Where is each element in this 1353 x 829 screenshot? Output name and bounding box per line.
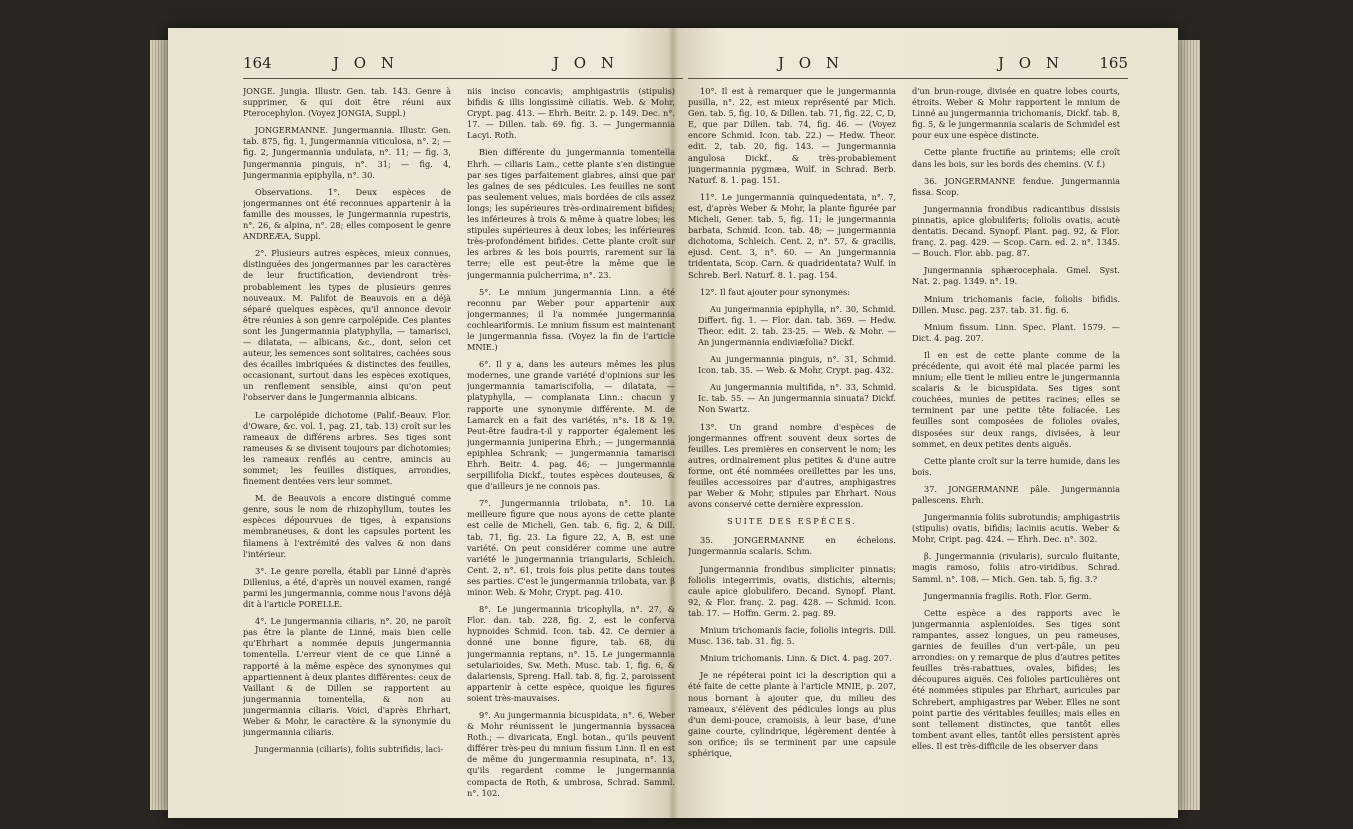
running-head-word: J O N	[998, 54, 1064, 72]
paragraph: Cette plante croît sur la terre humide, dans les bois.	[912, 455, 1120, 477]
paragraph: 13°. Un grand nombre d'espèces de jongermannes offrent souvent deux sortes de feuilles. Les premières en conservent le nom; les autres, ordinairement plus petites & d'une autre forme, ont été nommées oreillettes par les uns, feuilles accessoires par d'autres, amphigastres par Weber & Mohr, stipules par Ehrhart. Nous avons conservé cette dernière expression.	[688, 421, 896, 510]
paragraph: Mnium trichomanis. Linn. & Dict. 4. pag. 207.	[700, 653, 892, 664]
paragraph: JONGERMANNE. Jungermannia. Illustr. Gen. tab. 875, fig. 1, Jungermannia viticulosa, n°. 2; — fig. 2, Jungermannia undulata, n°. 11; — fig. 3, Jungermannia pinguis, n°. 31; — fig. 4, Jungermannia epiphylla, n°. 30.	[243, 125, 451, 180]
running-head	[688, 54, 1128, 79]
paragraph: 36. JONGERMANNE fendue. Jungermannia fissa. Scop.	[912, 175, 1120, 197]
paragraph: Le carpolépide dichotome (Palif.-Beauv. Flor. d'Oware, &c. vol. 1, pag. 21, tab. 13) croît sur les rameaux de différens arbres. Ses tiges sont rameuses & se divisent toujours par dichotomies; les rameaux renflés au centre, amincis au sommet; les feuilles distiques, arrondies, finement dentées vers leur sommet.	[243, 409, 451, 487]
paragraph: 2°. Plusieurs autres espèces, mieux connues, distinguées des jongermannes par les caractères de leur fructification, deviendront très-probablement les types de plusieurs genres nouveaux. M. Palifot de Beauvois en a déjà séparé quelques espèces, qu'il annonce devoir être réunies à son genre carpolépide. Ces plantes sont les Jungermannia platyphylla, — tamarisci, — dilatata, — albicans, &c., dont, selon cet auteur, les semences sont solitaires, cachées sous des écailles imbriquées & distinctes des feuilles, occasionant, surtout dans les espèces exotiques, un renflement sensible, ainsi qu'on peut l'observer dans le Jungermannia albicans.	[243, 248, 451, 403]
running-head-word: J O N	[333, 54, 399, 72]
paragraph: 11°. Le jungermannia quinquedentata, n°. 7, est, d'après Weber & Mohr, la plante figurée par Micheli, Gener. tab. 5, fig. 11; le jungermannia barbata, Schmid. Icon. tab. 48; — jungermannia dichotoma, Schleich. Cent. 2, n°. 57, & gracilis, ejusd. Cent. 3, n°. 60. — An jungermannia tridentata, Scop. Carn. & quadridentata? Wulf. in Schreb. Berl. Naturf. 8. 1. pag. 154.	[688, 191, 896, 280]
page-number: 164	[243, 54, 272, 72]
book-spread	[168, 28, 1178, 818]
paragraph: 12°. Il faut ajouter pour synonymes:	[700, 286, 850, 297]
paragraph: Mnium trichomanis facie, foliolis integris. Dill. Musc. 136. tab. 31. fig. 5.	[688, 625, 896, 647]
paragraph: Au jungermannia epiphylla, n°. 30, Schmid. Differt. fig. 1. — Flor. dan. tab. 369. — Hedw. Theor. edit. 2. tab. 23-25. — Web. & Mohr. — An jungermannia endiviæfolia? Dickf.	[698, 303, 896, 347]
paragraph: Observations. 1°. Deux espèces de jongermannes ont été reconnues appartenir à la famille des mousses, le Jungermannia rupestris, n°. 26, & alpina, n°. 28; elles composent le genre ANDREÆA, Suppl.	[243, 186, 451, 242]
paragraph: 4°. Le jungermannia ciliaris, n°. 20, ne paroît pas être la plante de Linné, mais bien celle qu'Ehrhart a nommée depuis jungermannia tomentella. L'erreur vient de ce que Linné a rapporté à la même espèce des synonymes qui appartiennent à deux plantes différentes: ceux de Vaillant & de Dillen se rapportent au jungermannia tomentella, & non au jungermannia ciliaris. Voici, d'après Ehrhart, Weber & Mohr, le caractère & la synonymie du jungermannia ciliaris.	[243, 616, 451, 738]
paragraph: Au jungermannia multifida, n°. 33, Schmid. Ic. tab. 55. — An jungermannia sinuata? Dickf. Non Swartz.	[698, 382, 896, 415]
paragraph: Jungermannia frondibus radicantibus dissisis pinnatis, apice globuliferis; foliolis ovatis, acutè dentatis. Decand. Synopf. Plant. pag. 92, & Flor. franç. 2. pag. 429. — Scop. Carn. ed. 2. n°. 1345. — Bouch. Flor. abb. pag. 87.	[912, 203, 1120, 259]
paragraph: Jungermannia foliis subrotundis; amphigastriis (stipulis) ovatis, bifidis; laciniis acutis. Weber & Mohr, Cript. pag. 424. — Ehrh. Dec. n°. 302.	[912, 512, 1120, 545]
paragraph: Jungermannia frondibus simpliciter pinnatis; foliolis integerrimis, ovatis, distichis, alternis; caule apice globulifero. Decand. Synopf. Plant. 92, & Flor. franç. 2. pag. 428. — Schmid. Icon. tab. 17. — Hoffm. Germ. 2. pag. 89.	[688, 563, 896, 618]
paragraph: 35. JONGERMANNE en échelons. Jungermannia scalaris. Schm.	[688, 535, 896, 557]
paragraph: Jungermannia sphærocephala. Gmel. Syst. Nat. 2. pag. 1349. n°. 19.	[912, 265, 1120, 287]
paragraph: Au jungermannia pinguis, n°. 31, Schmid. Icon. tab. 35. — Web. & Mohr, Crypt. pag. 432.	[698, 354, 896, 376]
paragraph: Il en est de cette plante comme de la précédente, qui avoit été mal placée parmi les mnium; elle tient le milieu entre le jungermannia scalaris & le bicuspidata. Ses tiges sont couchées, munies de petites racines; elles se terminent par une petite tête foliacée. Les feuilles sont composées de folioles ovales, disposées sur deux rangs, divisées, à leur sommet, en deux petites dents aiguës.	[912, 349, 1120, 449]
book-page-edges-right	[1176, 40, 1200, 810]
right-page	[688, 28, 1128, 818]
paragraph: 5°. Le mnium jungermannia Linn. a été reconnu par Weber pour appartenir aux jongermannes; il l'a nommée jungermannia cochleariformis. Le mnium fissum est maintenant le jungermannia fissa. (Voyez la fin de l'article MNIE.)	[467, 286, 675, 353]
paragraph: Je ne répéterai point ici la description qui a été faite de cette plante à l'article MNIE, p. 207, nous bornant à ajouter que, du milieu des rameaux, s'élèvent des pédicules longs au plus d'un demi-pouce, cramoisis, à leur base, d'une gaine courte, cylindrique, légèrement dentée à son orifice; ils se terminent par une capsule sphérique,	[688, 670, 896, 758]
paragraph: 6°. Il y a, dans les auteurs mêmes les plus modernes, une grande variété d'opinions sur les jungermannia tamariscifolia, — dilatata, — platyphylla, — complanata Linn.: chacun y rapporte une synonymie différente. M. de Lamarck en a fait des variétés, n°s. 18 & 19. Peut-être faudra-t-il y rapporter également les jungermannia juniperina Ehrh.; — jungermannia epiphlea Schrank; — jungermannia tamarisci Ehrh. Beitr. 4. pag. 46; — jungermannia serpillifolia Dickf., toutes espèces douteuses, & que d'ailleurs je ne connois pas.	[467, 359, 675, 492]
left-page	[243, 28, 683, 818]
running-head-word: J O N	[778, 54, 844, 72]
paragraph: Mnium fissum. Linn. Spec. Plant. 1579. — Dict. 4. pag. 207.	[912, 321, 1120, 343]
paragraph: 10°. Il est à remarquer que le jungermannia pusilla, n°. 22, est mieux représenté par Mich. Gen. tab. 5, fig. 10, & Dillen. tab. 71, fig. 22, C, D, E, que par Dillen. tab. 74, fig. 46. — (Voyez encore Schmid. Icon. tab. 22.) — Hedw. Theor. edit. 2, tab. 20, fig. 143. — Jungermannia angulosa Dickf., & très-probablement jungermannia pygmæa, Wulf. in Schrad. Berb. Naturf. 8. 1. pag. 151.	[688, 86, 896, 185]
paragraph: 7°. Jungermannia trilobata, n°. 10. La meilleure figure que nous ayons de cette plante est celle de Micheli, Gen. tab. 6, fig. 2, & Dill. tab. 71, fig. 23. La figure 22, A, B, est une variété. On peut considérer comme une autre variété le jungermannia triangularis, Schleich. Cent. 2, n°. 61, trois fois plus petite dans toutes ses parties. C'est le jungermannia trilobata, var. β minor. Web. & Mohr, Crypt. pag. 410.	[467, 498, 675, 598]
paragraph: Bien différente du jungermannia tomentella Ehrh. — ciliaris Lam., cette plante s'en distingue par ses tiges parfaitement glabres, ainsi que par les gaînes de ses pédicules. Les feuilles ne sont pas seulement velues, mais bordées de cils assez longs; les supérieures très-ordinairement bifides; les inférieures à trois & même à quatre lobes; les stipules supérieures à deux lobes; les inférieures très-profondément bifides. Cette plante croît sur les arbres & les bois pourris, rarement sur la terre; elle est peut-être la même que le jungermannia pulcherrima, n°. 23.	[467, 147, 675, 280]
text-column-2	[912, 86, 1120, 806]
paragraph: d'un brun-rouge, divisée en quatre lobes courts, étroits. Weber & Mohr rapportent le mnium de Linné au jungermannia trichomanis, Dickf. tab. 8, fig. 5, & le jungermannia scalaris de Schmidel est pour eux une espèce distincte.	[912, 86, 1120, 141]
paragraph: M. de Beauvois a encore distingué comme genre, sous le nom de rhizophyllum, toutes les espèces dépourvues de tiges, à expansions membraneuses, & dont les capsules portent les filamens à l'extrémité des valves & non dans l'intérieur.	[243, 493, 451, 559]
paragraph: Jungermannia (ciliaris), foliis subtrifidis, laci-	[255, 744, 444, 755]
page-number: 165	[1099, 54, 1128, 72]
paragraph: 9°. Au jungermannia bicuspidata, n°. 6, Weber & Mohr réunissent le jungermannia byssacea Roth.; — divaricata, Engl. botan., qu'ils peuvent différer très-peu du mnium fissum Linn. Il en est de même du jungermannia resupinata, n°. 13, qu'ils regardent comme le jungermannia compacta de Roth, & umbrosa, Schrad. Samml. n°. 102.	[467, 709, 675, 798]
paragraph: β. Jungermannia (rivularis), surculo fluitante, magis ramoso, foliis atro-viridibus. Schrad. Samml. n°. 108. — Mich. Gen. tab. 5, fig. 3.?	[912, 551, 1120, 584]
paragraph: Jungermannia fragilis. Roth. Flor. Germ.	[924, 590, 1092, 601]
running-head-word: J O N	[553, 54, 619, 72]
running-head	[243, 54, 683, 79]
text-column-2	[467, 86, 675, 806]
paragraph: 37. JONGERMANNE pâle. Jungermannia pallescens. Ehrh.	[912, 483, 1120, 505]
paragraph: Cette plante fructifie au printems; elle croît dans les bois, sur les bords des chemins. (V. f.)	[912, 147, 1120, 169]
paragraph: niis inciso concavis; amphigastriis (stipulis) bifidis & illis longissimè ciliatis. Web. & Mohr, Crypt. pag. 413. — Ehrh. Beitr. 2. p. 149. Dec. n°. 17. — Dillen. tab. 69. fig. 3. — Jungermannia Lacyi. Roth.	[467, 86, 675, 141]
paragraph: Mnium trichomanis facie, foliolis bifidis. Dillen. Musc. pag. 237. tab. 31. fig. 6.	[912, 293, 1120, 315]
section-heading: SUITE DES ESPÈCES.	[727, 516, 857, 527]
text-column-1	[243, 86, 451, 806]
paragraph: 8°. Le jungermannia tricophylla, n°. 27, & Flor. dan. tab. 228, fig. 2, est le conferva hypnoides Schmid. Icon. tab. 42. Ce dernier a donné une bonne figure, tab. 68, du jungermannia reptans, n°. 15. Le jungermannia setularioides, Sw. Meth. Musc. tab. 1, fig. 6, & dalariensis, Spreng. Hall. tab. 8, fig. 2, paroissent appartenir à cette espèce, quoique les figures soient très-mauvaises.	[467, 604, 675, 703]
paragraph: 3°. Le genre porella, établi par Linné d'après Dillenius, a été, d'après un nouvel examen, rangé parmi les jungermannia, comme nous l'avons déjà dit à l'article PORELLE.	[243, 565, 451, 610]
paragraph: Cette espèce a des rapports avec le jungermannia asplenioides. Ses tiges sont rampantes, assez longues, un peu rameuses, garnies de feuilles d'un vert-pâle, un peu arrondies: on y remarque de plus d'autres petites feuilles très-rabattues, ovales, bifides; les découpures aiguës. Ces folioles particulières ont été nommées stipules par Ehrhart, auricules par Schrebert, amphigastres par Weber. Elles ne sont point partie des véritables feuilles; mais elles en sont tellement distinctes, que tantôt elles tombent avant elles, tantôt elles persistent après elles. Il est très-difficile de les observer dans	[912, 607, 1120, 751]
text-column-1	[688, 86, 896, 806]
paragraph: JONGE. Jungia. Illustr. Gen. tab. 143. Genre à supprimer, & qui doit être réuni aux Pterocephylon. (Voyez JONGIA, Suppl.)	[243, 86, 451, 119]
